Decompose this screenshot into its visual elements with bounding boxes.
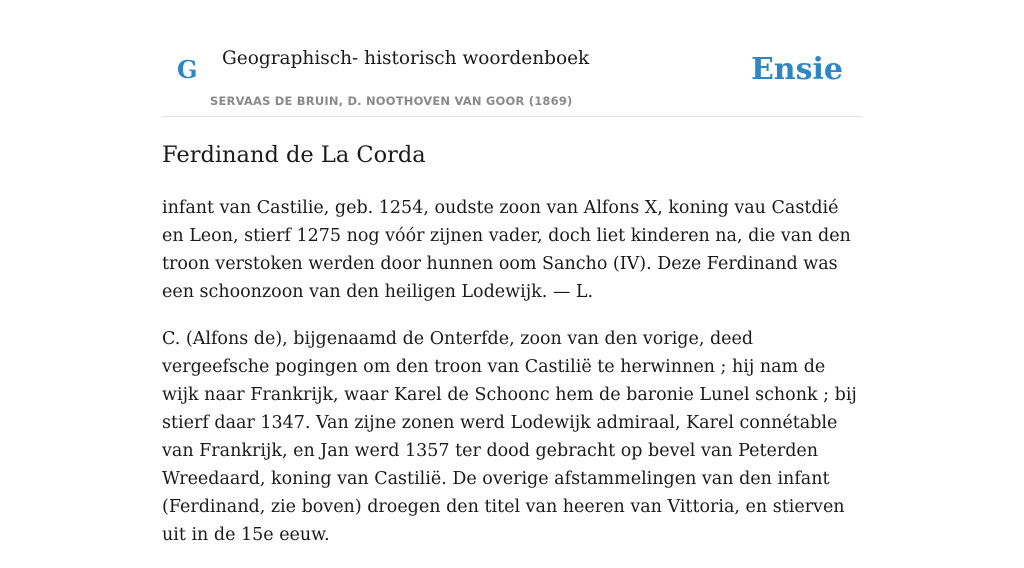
entry-paragraph-2: C. (Alfons de), bijgenaamd de Onterfde, zoon van den vorige, deed vergeefsche pogingen om den troon van Castilië te herwinnen ; hij nam de wijk naar Frankrijk, waar Karel de Schoonc hem de baronie Lunel schonk ; bij stierf daar 1347. Van zijne zonen werd Lodewijk admiraal, Karel connétable van Frankrijk, en Jan werd 1357 ter dood gebracht op bevel van Peterden Wreedaard, koning van Castilië. De overige afstammelingen van den infant (Ferdinand, zie boven) droegen den titel van heeren van Vittoria, en stierven uit in de 15e eeuw. — [162, 329, 857, 545]
book-title-link[interactable]: Geographisch- historisch woordenboek — [222, 48, 590, 69]
book-logo-link[interactable]: G — [177, 55, 198, 84]
entry-paragraph-1: infant van Castilie, geb. 1254, oudste zoon van Alfons X, koning vau Castdié en Leon, stierf 1275 nog vóór zijnen vader, doch liet kinderen na, die van den troon verstoken werden door hunnen oom Sancho (IV). Deze Ferdinand was een schoonzoon van den heiligen Lodewijk. — L. — [162, 198, 851, 302]
entry-content — [162, 138, 862, 568]
site-header — [162, 0, 862, 117]
entry-title: Ferdinand de La Corda — [162, 142, 426, 168]
book-author: SERVAAS DE BRUIN, D. NOOTHOVEN VAN GOOR (1869) — [210, 94, 573, 108]
brand-logo-link[interactable]: Ensie — [750, 52, 843, 87]
